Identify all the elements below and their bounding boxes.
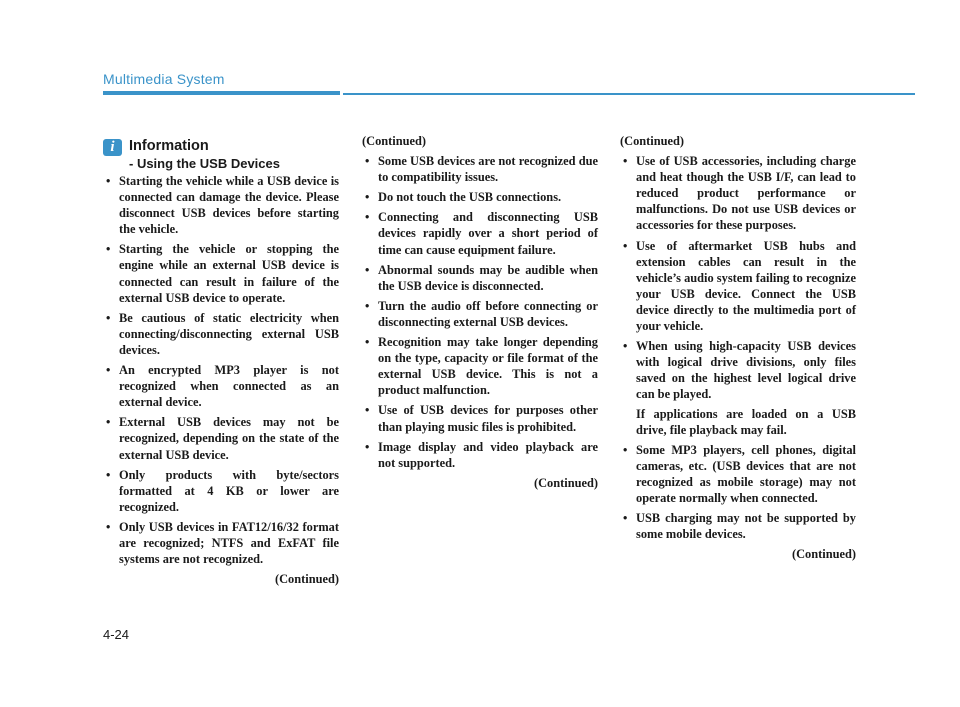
bullet-list: [362, 153, 598, 471]
information-header: [103, 139, 339, 173]
list-item-note: If applications are loaded on a USB drive, file playback may fail.: [636, 406, 856, 437]
list-item: • Turn the audio off before connecting or disconnecting external USB devices.: [362, 298, 598, 330]
bullet-list: [620, 442, 856, 543]
list-item: • Starting the vehicle or stopping the engine while an external USB device is connected can result in failure of the external USB device to operate.: [103, 241, 339, 305]
header-rule-thick: [103, 91, 340, 95]
list-item: • Connecting and disconnecting USB devices rapidly over a short period of time can cause equipment failure.: [362, 209, 598, 257]
list-item: • Starting the vehicle while a USB device is connected can damage the device. Please disconnect USB devices before starting the vehicle.: [103, 173, 339, 237]
list-item: • When using high-capacity USB devices with logical drive divisions, only files saved on the highest level logical drive can be played.: [620, 338, 856, 402]
list-item: • Some MP3 players, cell phones, digital cameras, etc. (USB devices that are not recognized as mobile storage) may not operate normally when connected.: [620, 442, 856, 506]
bullet-list: [103, 173, 339, 567]
information-subtitle: - Using the USB Devices: [129, 156, 280, 171]
list-item: • Use of USB accessories, including charge and heat though the USB I/F, can lead to reduced product performance or malfunctions. Do not use USB devices or accessories for these purposes.: [620, 153, 856, 233]
column-3: [620, 133, 856, 562]
list-item: • Only USB devices in FAT12/16/32 format are recognized; NTFS and ExFAT file systems are not recognized.: [103, 519, 339, 567]
continued-label: (Continued): [274, 572, 339, 587]
header-rule-thin: [343, 93, 915, 95]
header-title: Multimedia System: [103, 71, 225, 87]
bullet-list: [620, 153, 856, 402]
list-item: • An encrypted MP3 player is not recognized when connected as an external device.: [103, 362, 339, 410]
list-item: • Abnormal sounds may be audible when the USB device is disconnected.: [362, 262, 598, 294]
page-number: 4-24: [103, 627, 130, 642]
info-icon: i: [103, 139, 122, 156]
list-item: • Image display and video playback are not supported.: [362, 439, 598, 471]
continued-label: (Continued): [533, 475, 598, 490]
list-item: • Be cautious of static electricity when connecting/disconnecting external USB devices.: [103, 310, 339, 358]
information-title: Information: [129, 138, 209, 154]
list-item: • Use of aftermarket USB hubs and extension cables can result in the vehicle’s audio system failing to recognize your USB device. Connect the USB device directly to the multimedia port of your vehicle.: [620, 238, 856, 335]
column-2: [362, 133, 598, 491]
list-item: • Do not touch the USB connections.: [362, 189, 598, 205]
continued-label-top: (Continued): [362, 134, 427, 148]
list-item: • USB charging may not be supported by some mobile devices.: [620, 510, 856, 542]
list-item: • External USB devices may not be recognized, depending on the state of the external USB device.: [103, 414, 339, 462]
continued-label-top: (Continued): [620, 134, 685, 148]
continued-label: (Continued): [791, 547, 856, 562]
list-item: • Some USB devices are not recognized due to compatibility issues.: [362, 153, 598, 185]
list-item: • Only products with byte/sectors formatted at 4 KB or lower are recognized.: [103, 467, 339, 515]
list-item: • Use of USB devices for purposes other than playing music files is prohibited.: [362, 402, 598, 434]
list-item: • Recognition may take longer depending on the type, capacity or file format of the external USB device. This is not a product malfunction.: [362, 334, 598, 398]
column-1: [103, 139, 339, 587]
